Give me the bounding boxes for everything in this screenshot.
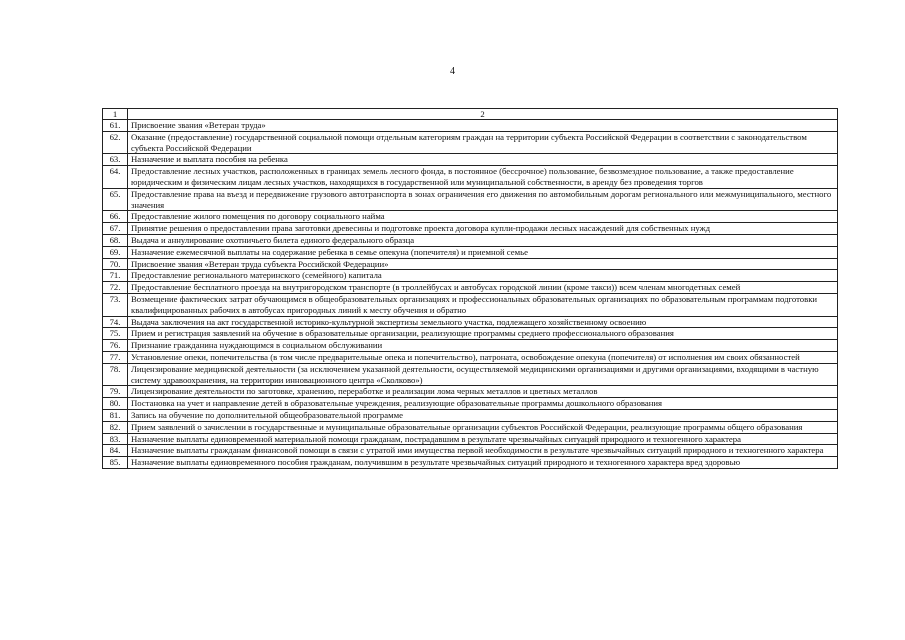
row-service-name: Назначение и выплата пособия на ребенка: [128, 154, 838, 166]
row-service-name: Присвоение звания «Ветеран труда субъекта Российской Федерации»: [128, 258, 838, 270]
table-row: [103, 421, 838, 433]
row-service-name: Прием заявлений о зачислении в государственные и муниципальные образовательные организации субъектов Российской Федерации, реализующие программы общего образования: [128, 421, 838, 433]
row-number: 67.: [103, 223, 128, 235]
row-service-name: Назначение ежемесячной выплаты на содержание ребенка в семье опекуна (попечителя) и приемной семье: [128, 246, 838, 258]
column-header-service: 2: [128, 109, 838, 120]
table-row: [103, 445, 838, 457]
row-number: 70.: [103, 258, 128, 270]
row-service-name: Оказание (предоставление) государственной социальной помощи отдельным категориям граждан на территории субъекта Российской Федерации в соответствии с законодательством субъекта Российской Федерации: [128, 131, 838, 154]
table-row: [103, 398, 838, 410]
row-number: 77.: [103, 351, 128, 363]
row-number: 79.: [103, 386, 128, 398]
row-number: 66.: [103, 211, 128, 223]
row-number: 83.: [103, 433, 128, 445]
row-number: 85.: [103, 457, 128, 469]
row-number: 81.: [103, 409, 128, 421]
row-number: 80.: [103, 398, 128, 410]
row-service-name: Предоставление регионального материнского (семейного) капитала: [128, 270, 838, 282]
row-service-name: Постановка на учет и направление детей в образовательные учреждения, реализующие образовательные программы дошкольного образования: [128, 398, 838, 410]
table-row: [103, 328, 838, 340]
row-number: 71.: [103, 270, 128, 282]
row-number: 72.: [103, 282, 128, 294]
column-header-number: 1: [103, 109, 128, 120]
row-service-name: Лицензирование медицинской деятельности (за исключением указанной деятельности, осуществляемой медицинскими организациями и другими организациями, входящими в частную систему здравоохранения, на территории инновационного центра «Сколково»): [128, 363, 838, 386]
row-number: 74.: [103, 316, 128, 328]
row-service-name: Установление опеки, попечительства (в том числе предварительные опека и попечительство), патроната, освобождение опекуна (попечителя) от исполнения им своих обязанностей: [128, 351, 838, 363]
row-service-name: Лицензирование деятельности по заготовке, хранению, переработке и реализации лома черных металлов и цветных металлов: [128, 386, 838, 398]
row-number: 84.: [103, 445, 128, 457]
table-row: [103, 211, 838, 223]
row-service-name: Предоставление жилого помещения по договору социального найма: [128, 211, 838, 223]
row-service-name: Выдача и аннулирование охотничьего билета единого федерального образца: [128, 234, 838, 246]
row-number: 65.: [103, 188, 128, 211]
table-row: [103, 188, 838, 211]
row-service-name: Предоставление лесных участков, расположенных в границах земель лесного фонда, в постоянное (бессрочное) пользование, безвозмездное пользование, а также предоставление юридическим и физическим лицам лесных участков, находящихся в государственной или муниципальной собственности, в аренду без проведения торгов: [128, 166, 838, 189]
row-number: 64.: [103, 166, 128, 189]
table-row: [103, 409, 838, 421]
row-number: 73.: [103, 293, 128, 316]
row-number: 82.: [103, 421, 128, 433]
table-row: [103, 131, 838, 154]
table-row: [103, 270, 838, 282]
table-row: [103, 433, 838, 445]
row-service-name: Признание гражданина нуждающимся в социальном обслуживании: [128, 340, 838, 352]
row-number: 75.: [103, 328, 128, 340]
row-number: 68.: [103, 234, 128, 246]
row-service-name: Прием и регистрация заявлений на обучение в образовательные организации, реализующие программы среднего профессионального образования: [128, 328, 838, 340]
row-service-name: Запись на обучение по дополнительной общеобразовательной программе: [128, 409, 838, 421]
table-row: [103, 351, 838, 363]
table-row: [103, 166, 838, 189]
row-service-name: Назначение выплаты гражданам финансовой помощи в связи с утратой ими имущества первой необходимости в результате чрезвычайных ситуаций природного и техногенного характера: [128, 445, 838, 457]
table-row: [103, 386, 838, 398]
table-row: [103, 223, 838, 235]
table-header-row: [103, 109, 838, 120]
row-service-name: Выдача заключения на акт государственной историко-культурной экспертизы земельного участка, подлежащего хозяйственному освоению: [128, 316, 838, 328]
services-table: [102, 108, 838, 469]
table-row: [103, 154, 838, 166]
row-service-name: Предоставление права на въезд и передвижение грузового автотранспорта в зонах ограничения его движения по автомобильным дорогам регионального или межмуниципального, местного значения: [128, 188, 838, 211]
row-service-name: Назначение выплаты единовременной материальной помощи гражданам, пострадавшим в результате чрезвычайных ситуаций природного и техногенного характера: [128, 433, 838, 445]
table-row: [103, 282, 838, 294]
row-service-name: Назначение выплаты единовременного пособия гражданам, получившим в результате чрезвычайных ситуаций природного и техногенного характера вред здоровью: [128, 457, 838, 469]
row-number: 78.: [103, 363, 128, 386]
row-number: 69.: [103, 246, 128, 258]
row-number: 62.: [103, 131, 128, 154]
table-row: [103, 293, 838, 316]
table-row: [103, 457, 838, 469]
table-row: [103, 340, 838, 352]
row-number: 63.: [103, 154, 128, 166]
row-number: 61.: [103, 120, 128, 132]
row-service-name: Принятие решения о предоставлении права заготовки древесины и подготовке проекта договора купли-продажи лесных насаждений для собственных нужд: [128, 223, 838, 235]
table-row: [103, 316, 838, 328]
table-row: [103, 246, 838, 258]
table-row: [103, 234, 838, 246]
row-service-name: Возмещение фактических затрат обучающимся в общеобразовательных организациях и профессиональных образовательных организациях по образовательным программам подготовки квалифицированных рабочих в автобусах пригородных линий к месту обучения и обратно: [128, 293, 838, 316]
row-service-name: Присвоение звания «Ветеран труда»: [128, 120, 838, 132]
table-row: [103, 258, 838, 270]
row-number: 76.: [103, 340, 128, 352]
table-row: [103, 120, 838, 132]
page-number: 4: [450, 66, 455, 77]
row-service-name: Предоставление бесплатного проезда на внутригородском транспорте (в троллейбусах и автобусах городской линии (кроме такси)) всем членам многодетных семей: [128, 282, 838, 294]
table-row: [103, 363, 838, 386]
